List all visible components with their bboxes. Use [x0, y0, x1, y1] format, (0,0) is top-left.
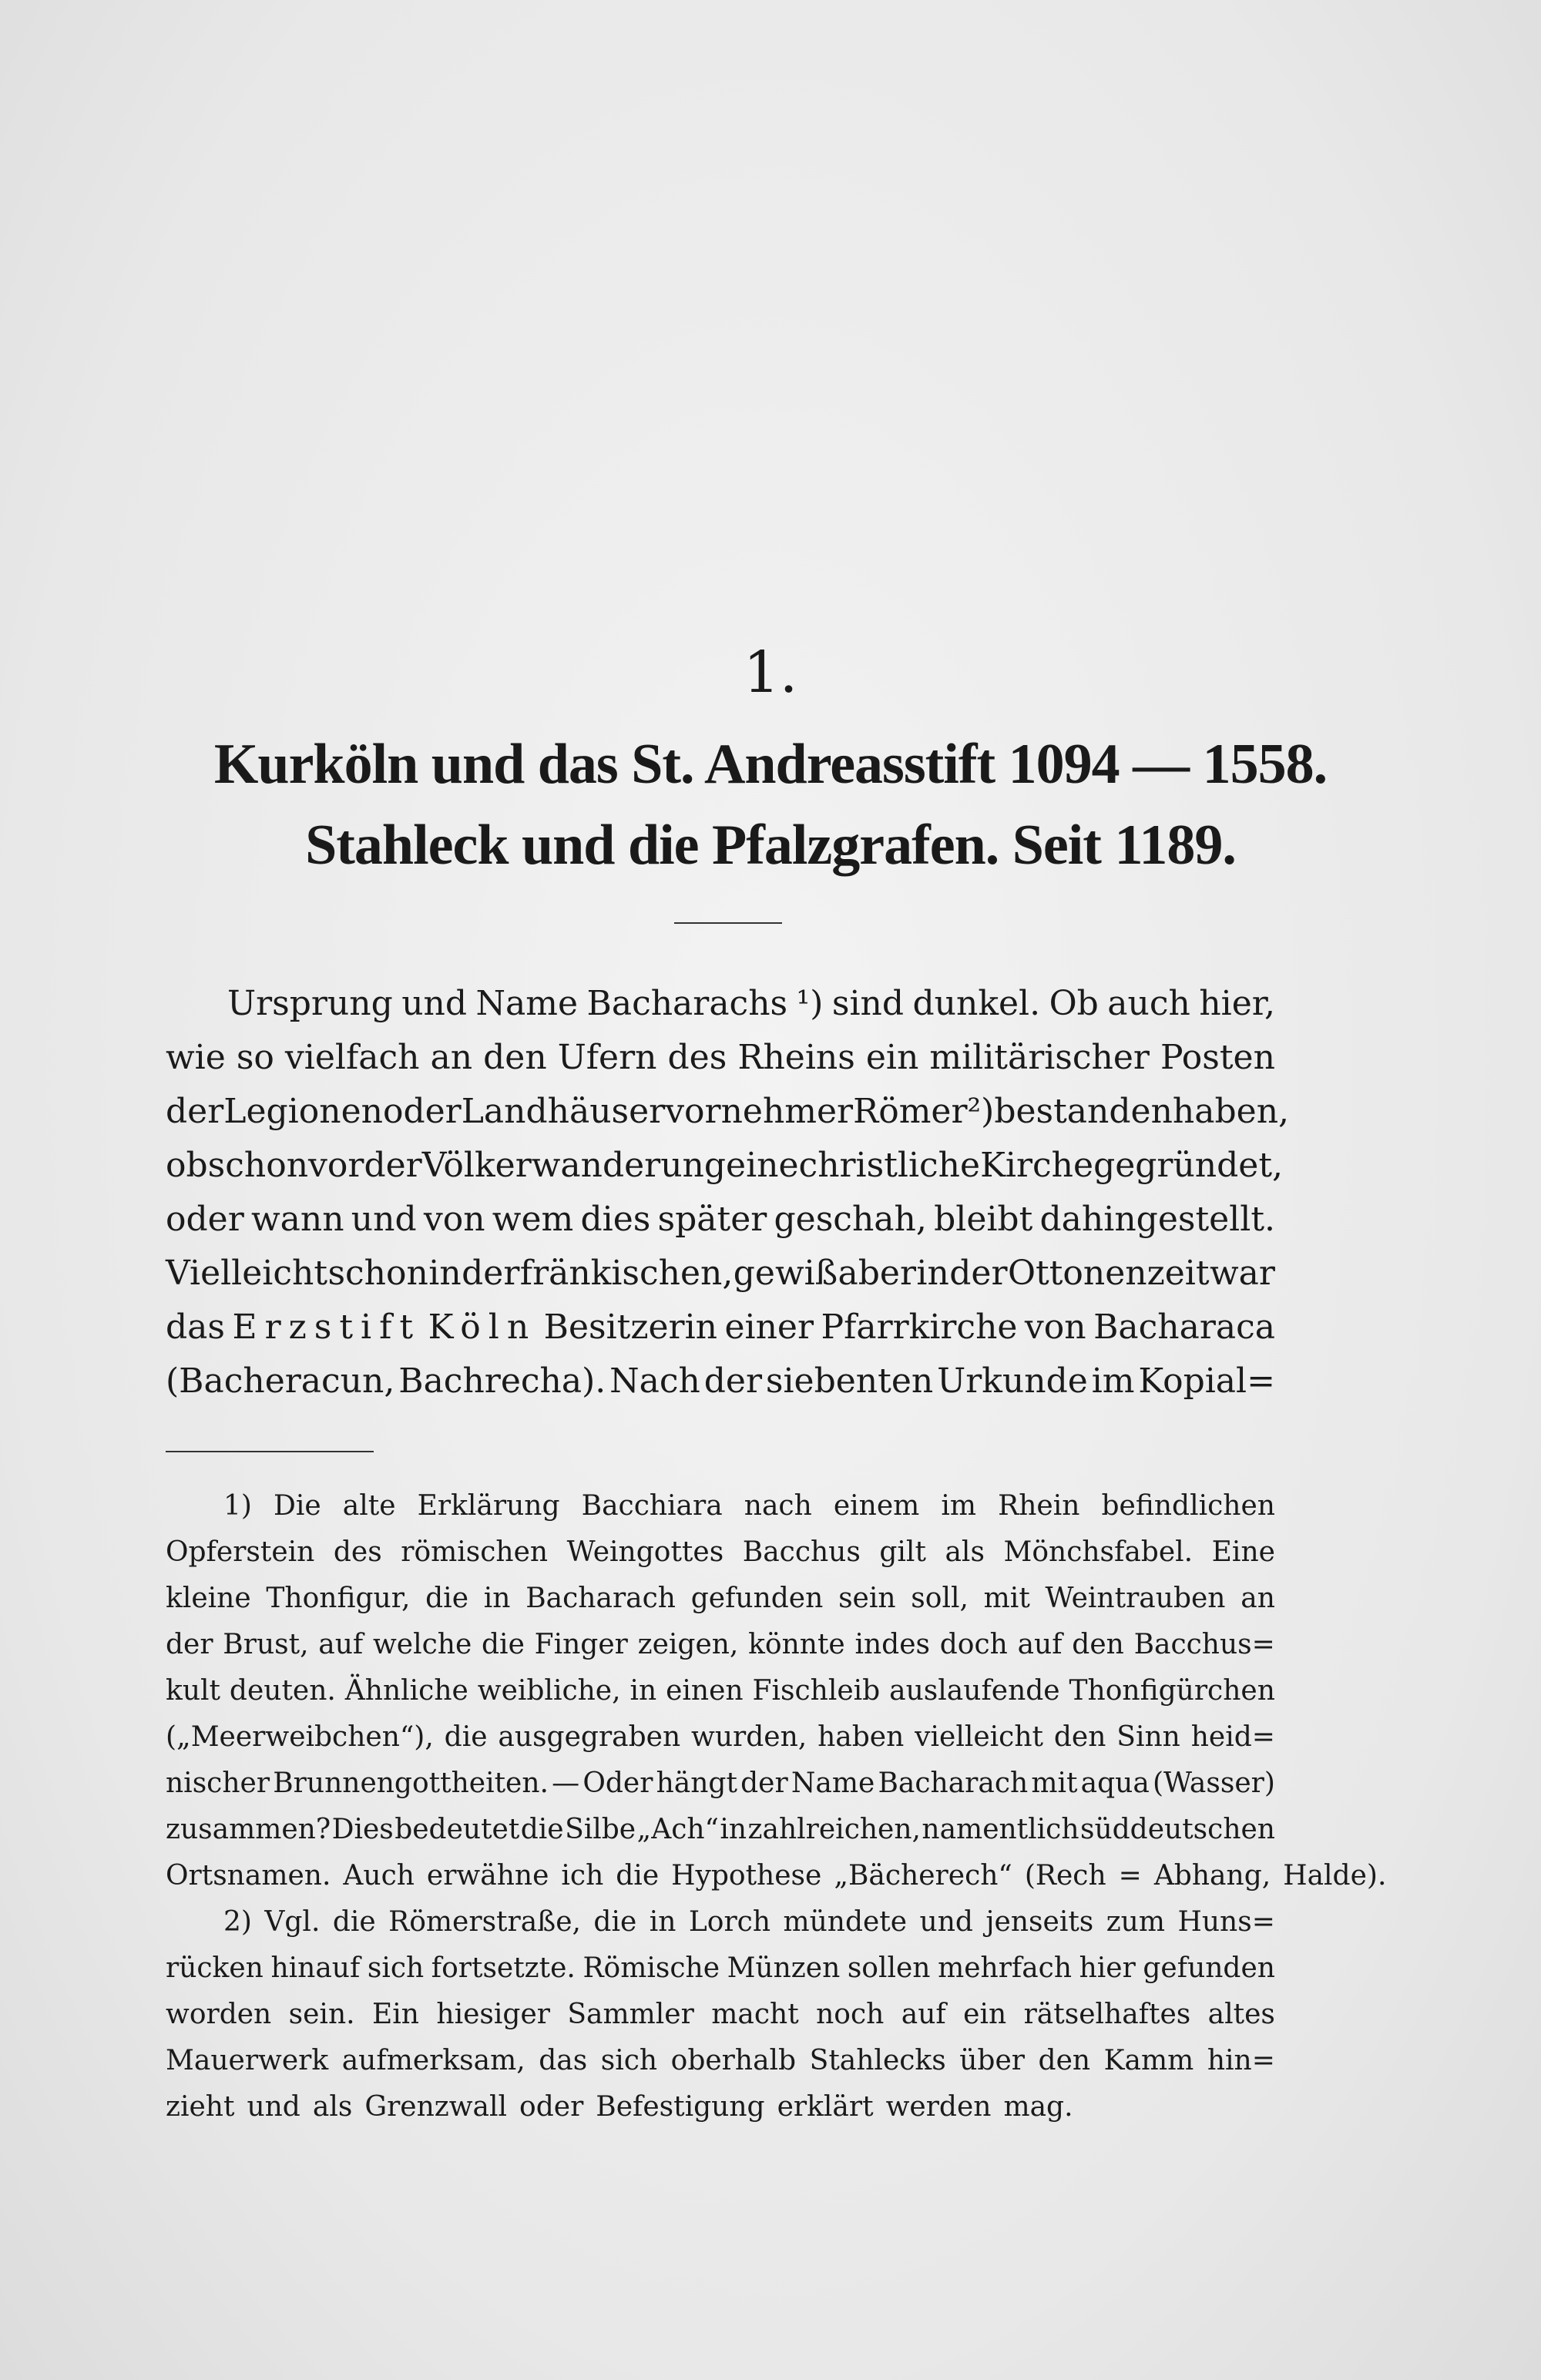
footnote-line — [166, 1483, 1275, 1529]
footnote-word: hängt — [656, 1767, 737, 1799]
body-word: in — [916, 1254, 949, 1293]
footnote-word: den — [1038, 2045, 1091, 2076]
footnote-word: süddeutschen — [1079, 1814, 1275, 1845]
footnote-word: Bacchiara — [581, 1490, 723, 1522]
body-word: Bachrecha). — [398, 1361, 606, 1401]
body-word: eine — [726, 1146, 799, 1185]
footnote-word: werden — [885, 2091, 992, 2123]
footnote-word: heid= — [1190, 1721, 1275, 1753]
body-word: Vielleicht — [166, 1254, 328, 1293]
body-word: der — [364, 1146, 422, 1185]
footnote-word: ausgegraben — [498, 1721, 681, 1753]
body-word: Landhäuser — [461, 1092, 666, 1131]
footnote-word: Bacchus — [742, 1536, 861, 1568]
footnote-word: Kamm — [1103, 2045, 1194, 2076]
footnote-word: Opferstein — [166, 1536, 315, 1568]
body-line — [166, 1139, 1284, 1193]
body-word: von — [1024, 1307, 1086, 1347]
footnote-word: sein. — [288, 1999, 355, 2030]
body-word: in — [428, 1254, 462, 1293]
body-word: an — [430, 1038, 473, 1077]
body-word: siebenten — [765, 1361, 934, 1401]
footnote-word: hinauf — [270, 1952, 361, 1984]
footnote-word: oberhalb — [670, 2045, 797, 2076]
chapter-title-line-1: Kurköln und das St. Andreasstift 1094 — 1558. — [213, 733, 1328, 796]
footnote-word: kleine — [166, 1583, 251, 1614]
footnote-word: Brust, — [223, 1629, 309, 1660]
body-word: der — [166, 1092, 224, 1131]
footnote-word: = — [1118, 1860, 1142, 1892]
footnote-word: „Bächerech“ — [834, 1860, 1012, 1892]
footnote-word: mit — [1031, 1767, 1078, 1799]
footnote-word: den — [1053, 1721, 1106, 1753]
body-word: dunkel. — [912, 984, 1041, 1023]
footnote-word: in — [649, 1906, 676, 1938]
footnote-line — [166, 1807, 1275, 1853]
footnote-word: auslaufende — [889, 1675, 1060, 1707]
body-word: Nach — [609, 1361, 700, 1401]
footnote-word: auf — [1017, 1629, 1063, 1660]
footnote-word: Lorch — [688, 1906, 771, 1938]
body-word: vornehmer — [665, 1092, 854, 1131]
footnote-word: Sammler — [567, 1999, 694, 2030]
footnote-word: in — [483, 1583, 511, 1614]
footnote-word: namentlich — [922, 1814, 1079, 1845]
footnote-word: wurden, — [691, 1721, 807, 1753]
footnote-word: fortsetzte. — [431, 1952, 576, 1984]
footnote-word: einen — [666, 1675, 744, 1707]
footnote-word: haben — [818, 1721, 905, 1753]
footnote-word: Fischleib — [752, 1675, 881, 1707]
footnote-word: Grenzwall — [364, 2091, 508, 2123]
footnote-word: gefunden — [1143, 1952, 1275, 1984]
footnote-word: über — [959, 2045, 1025, 2076]
footnote-word: sich — [367, 1952, 425, 1984]
body-line — [166, 1193, 1275, 1247]
body-word: haben, — [1172, 1092, 1290, 1131]
footnote-word: mündete — [783, 1906, 908, 1938]
footnote-word: zum — [1106, 1906, 1166, 1938]
footnote-word: römischen — [401, 1536, 549, 1568]
chapter-title-line-2: Stahleck und die Pfalzgrafen. Seit 1189. — [305, 814, 1236, 877]
footnote-word: Mönchsfabel. — [1003, 1536, 1194, 1568]
footnote-word: Die — [274, 1490, 321, 1522]
footnote-word: mit — [983, 1583, 1030, 1614]
footnote-word: erwähne — [426, 1860, 549, 1892]
body-line — [166, 1031, 1275, 1085]
footnote-word: mehrfach — [938, 1952, 1073, 1984]
footnote-word: bedeutet — [394, 1814, 520, 1845]
footnote-word: „Ach“ — [636, 1814, 719, 1845]
footnote-line — [166, 1899, 1275, 1945]
footnote-line — [166, 2038, 1275, 2084]
footnote-word: sollen — [847, 1952, 931, 1984]
body-word: Ursprung — [227, 984, 393, 1023]
body-word: und — [401, 984, 468, 1023]
footnote-word: deuten. — [229, 1675, 336, 1707]
footnote-word: Bacharach — [525, 1583, 676, 1614]
body-word: Ottonenzeit — [1007, 1254, 1210, 1293]
footnote-word: hier — [1079, 1952, 1136, 1984]
footnote-word: Huns= — [1177, 1906, 1275, 1938]
footnote-word: Mauerwerk — [166, 2045, 329, 2076]
body-word: Kirche — [980, 1146, 1094, 1185]
footnote-word: rücken — [166, 1952, 264, 1984]
body-word: hier, — [1199, 984, 1275, 1023]
footnote-word: Brunnengottheiten. — [273, 1767, 549, 1799]
body-word: Besitzerin — [543, 1307, 717, 1347]
footnote-word: macht — [711, 1999, 799, 2030]
footnote-word: soll, — [911, 1583, 969, 1614]
body-word: der — [949, 1254, 1008, 1293]
body-word: oder — [166, 1200, 244, 1239]
footnote-line — [166, 1622, 1275, 1668]
body-word: bestanden — [994, 1092, 1173, 1131]
body-word: einer — [724, 1307, 814, 1347]
footnote-word: Ähnliche — [344, 1675, 468, 1707]
footnote-word: in — [629, 1675, 657, 1707]
body-word: militärischer — [929, 1038, 1150, 1077]
body-word: war — [1209, 1254, 1275, 1293]
footnote-word: 2) — [223, 1906, 252, 1938]
footnote-word: Stahlecks — [809, 2045, 946, 2076]
footnote-word: als — [945, 1536, 985, 1568]
body-word: wann — [250, 1200, 344, 1239]
body-word: auch — [1107, 984, 1190, 1023]
footnote-word: ich — [561, 1860, 604, 1892]
body-word: Römer — [853, 1092, 968, 1131]
body-word: geschah, — [774, 1200, 927, 1239]
footnote-word: an — [1241, 1583, 1275, 1614]
footnote-word: — — [552, 1767, 580, 1799]
chapter-number: 1. — [743, 639, 798, 706]
footnote-word: hin= — [1207, 2045, 1275, 2076]
footnote-word: jenseits — [985, 1906, 1094, 1938]
body-paragraph — [166, 977, 1290, 1408]
body-word: des — [667, 1038, 727, 1077]
footnote-word: Halde). — [1283, 1860, 1387, 1892]
body-word: Bacharachs — [586, 984, 788, 1023]
body-word: bleibt — [934, 1200, 1033, 1239]
body-word: gegründet, — [1093, 1146, 1284, 1185]
footnote-word: aqua — [1080, 1767, 1150, 1799]
footnote-word: auf — [901, 1999, 946, 2030]
body-word: Völkerwanderung — [421, 1146, 727, 1185]
footnote-word: die — [520, 1814, 564, 1845]
footnote-word: Erklärung — [417, 1490, 560, 1522]
footnote-word: die — [332, 1906, 376, 1938]
footnote-word: Bacharach — [878, 1767, 1029, 1799]
body-word: ²) — [967, 1092, 995, 1131]
body-word: wie — [166, 1038, 226, 1077]
footnote-word: worden — [166, 1999, 272, 2030]
body-line — [166, 1085, 1290, 1139]
body-word: gewiß — [733, 1254, 838, 1293]
footnote-line — [166, 1992, 1275, 2038]
footnote-word: nach — [744, 1490, 812, 1522]
body-word: wem — [492, 1200, 574, 1239]
body-word: sind — [831, 984, 905, 1023]
footnote-word: Name — [791, 1767, 875, 1799]
footnote-word: (Wasser) — [1152, 1767, 1275, 1799]
body-line — [166, 977, 1275, 1031]
body-word: ob — [166, 1146, 208, 1185]
footnote-word: nischer — [166, 1767, 270, 1799]
footnote-word: 1) — [223, 1490, 252, 1522]
body-word: Ob — [1049, 984, 1099, 1023]
body-word: Urkunde — [937, 1361, 1088, 1401]
footnote-word: Ortsnamen. — [166, 1860, 331, 1892]
footnote-word: der — [166, 1629, 213, 1660]
body-word: der — [462, 1254, 520, 1293]
body-word: den — [483, 1038, 547, 1077]
footnote-word: zieht — [166, 2091, 235, 2123]
footnote-word: als — [312, 2091, 353, 2123]
body-word: Köln — [428, 1307, 537, 1347]
footnote-word: Münzen — [727, 1952, 841, 1984]
footnote-word: und — [247, 2091, 300, 2123]
body-word: Rheins — [737, 1038, 855, 1077]
footnote-word: Befestigung — [596, 2091, 765, 2123]
body-word: dahingestellt. — [1039, 1200, 1275, 1239]
footnote-word: zahlreichen, — [747, 1814, 921, 1845]
footnote-line — [166, 2084, 1275, 2130]
body-word: (Bacheracun, — [166, 1361, 395, 1401]
footnote-word: oder — [519, 2091, 584, 2123]
body-word: schon — [207, 1146, 309, 1185]
footnote-word: die — [593, 1906, 637, 1938]
footnote-word: Vgl. — [264, 1906, 321, 1938]
footnote-divider — [166, 1451, 374, 1452]
body-word: und — [351, 1200, 417, 1239]
body-word: der — [703, 1361, 762, 1401]
body-word: Ufern — [557, 1038, 657, 1077]
footnote-word: mag. — [1003, 2091, 1073, 2123]
footnote-word: Römische — [582, 1952, 720, 1984]
body-word: dies — [580, 1200, 651, 1239]
footnote-word: Dies — [331, 1814, 394, 1845]
footnote-word: und — [919, 1906, 973, 1938]
footnote-word: könnte — [748, 1629, 845, 1660]
footnote-word: Rhein — [998, 1490, 1080, 1522]
footnote-word: zusammen? — [166, 1814, 331, 1845]
body-word: oder — [382, 1092, 462, 1131]
footnote-line — [166, 1761, 1275, 1807]
body-word: Name — [475, 984, 579, 1023]
footnote-word: alte — [342, 1490, 396, 1522]
footnote-word: Weingottes — [566, 1536, 724, 1568]
body-word: von — [423, 1200, 485, 1239]
footnote-word: Thonfigürchen — [1069, 1675, 1275, 1707]
body-word: im — [1091, 1361, 1135, 1401]
footnote-word: welche — [372, 1629, 472, 1660]
footnote-word: indes — [854, 1629, 931, 1660]
footnote-line — [166, 1945, 1275, 1992]
body-word: Bacharaca — [1093, 1307, 1275, 1347]
footnote-word: gefunden — [690, 1583, 824, 1614]
footnotes — [166, 1483, 1387, 2130]
title-divider — [674, 922, 782, 924]
footnote-word: doch — [939, 1629, 1008, 1660]
footnote-line — [166, 1668, 1275, 1714]
footnote-word: Bacchus= — [1133, 1629, 1275, 1660]
footnote-word: Silbe — [565, 1814, 636, 1845]
body-word: Legionen — [223, 1092, 383, 1131]
footnote-line — [166, 1576, 1275, 1622]
body-word: das — [166, 1307, 225, 1347]
footnote-word: den — [1072, 1629, 1124, 1660]
footnote-word: sein — [838, 1583, 896, 1614]
body-word: Kopial= — [1138, 1361, 1275, 1401]
footnote-word: auf — [318, 1629, 364, 1660]
footnote-word: Hypothese — [671, 1860, 822, 1892]
footnote-word: einem — [833, 1490, 920, 1522]
footnote-word: Thonfigur, — [266, 1583, 411, 1614]
body-line — [166, 1301, 1275, 1354]
footnote-word: die — [444, 1721, 488, 1753]
footnote-word: erklärt — [777, 2091, 874, 2123]
body-word: fränkischen, — [519, 1254, 734, 1293]
footnote-word: zeigen, — [637, 1629, 739, 1660]
footnote-word: rätselhaftes — [1023, 1999, 1191, 2030]
footnote-word: Ein — [372, 1999, 419, 2030]
footnote-line — [166, 1714, 1275, 1761]
body-line — [166, 1354, 1275, 1408]
footnote-word: hiesiger — [436, 1999, 550, 2030]
footnote-word: (Rech — [1024, 1860, 1106, 1892]
body-word: Erzstift — [232, 1307, 421, 1347]
body-word: vor — [308, 1146, 364, 1185]
footnote-word: im — [941, 1490, 977, 1522]
body-word: vielfach — [284, 1038, 420, 1077]
footnote-word: Römerstraße, — [388, 1906, 581, 1938]
footnote-line — [166, 1853, 1387, 1899]
footnote-word: die — [425, 1583, 469, 1614]
footnote-word: weibliche, — [477, 1675, 621, 1707]
body-word: Pfarrkirche — [821, 1307, 1018, 1347]
footnote-word: befindlichen — [1101, 1490, 1275, 1522]
footnote-word: Oder — [582, 1767, 653, 1799]
footnote-word: noch — [816, 1999, 885, 2030]
body-word: später — [657, 1200, 767, 1239]
footnote-word: die — [616, 1860, 660, 1892]
footnote-word: das — [539, 2045, 588, 2076]
footnote-word: des — [333, 1536, 382, 1568]
body-word: Posten — [1160, 1038, 1275, 1077]
body-line — [166, 1247, 1275, 1301]
footnote-word: kult — [166, 1675, 220, 1707]
footnote-word: aufmerksam, — [341, 2045, 525, 2076]
footnote-word: Abhang, — [1153, 1860, 1271, 1892]
footnote-word: („Meerweibchen“), — [166, 1721, 434, 1753]
body-word: aber — [838, 1254, 916, 1293]
footnote-word: Sinn — [1116, 1721, 1180, 1753]
footnote-word: vielleicht — [915, 1721, 1043, 1753]
footnote-line — [166, 1529, 1275, 1576]
footnote-word: sich — [600, 2045, 658, 2076]
body-word: christliche — [798, 1146, 981, 1185]
footnote-word: Auch — [343, 1860, 415, 1892]
footnote-word: die — [482, 1629, 525, 1660]
footnote-word: in — [720, 1814, 747, 1845]
footnote-word: ein — [963, 1999, 1007, 2030]
body-word: so — [236, 1038, 274, 1077]
body-word: schon — [327, 1254, 428, 1293]
footnote-word: altes — [1207, 1999, 1275, 2030]
footnote-word: Finger — [534, 1629, 628, 1660]
body-word: ein — [865, 1038, 919, 1077]
body-word: ¹) — [796, 984, 824, 1023]
footnote-word: Eine — [1211, 1536, 1275, 1568]
footnote-word: Weintrauben — [1045, 1583, 1226, 1614]
footnote-word: gilt — [879, 1536, 926, 1568]
footnote-word: der — [740, 1767, 788, 1799]
